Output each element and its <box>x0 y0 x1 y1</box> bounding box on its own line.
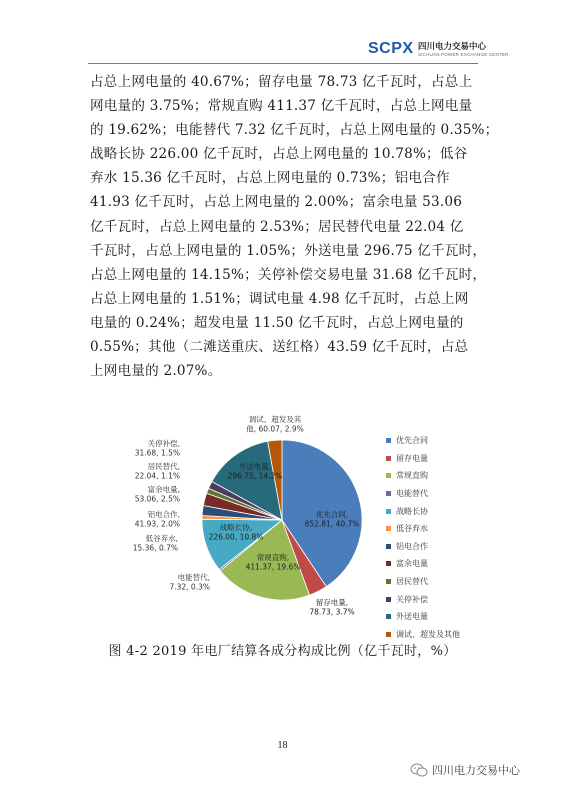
slice-label: 优先合同, 852.81, 40.7% <box>304 510 360 529</box>
legend-item <box>386 520 460 538</box>
text-line: 亿千瓦时，占总上网电量的 2.53%；居民替代电量 22.04 亿 <box>90 218 464 235</box>
legend-item <box>386 485 460 503</box>
header-divider <box>88 63 478 64</box>
logo-center-name: 四川电力交易中心 <box>418 42 487 52</box>
slice-label: 战略长协, 226.00, 10.8% <box>208 523 264 542</box>
text-line: 上网电量的 2.07%。 <box>90 363 222 380</box>
legend-label: 铝电合作 <box>396 541 428 551</box>
text-line: 战略长协 226.00 亿千瓦时，占总上网电量的 10.78%；低谷 <box>90 146 468 163</box>
text-line: 41.93 亿千瓦时，占总上网电量的 2.00%；富余电量 53.06 <box>90 194 463 211</box>
legend-swatch <box>386 491 391 496</box>
legend-item <box>386 432 460 450</box>
scpx-logo: SCPX <box>368 40 414 57</box>
legend-label: 常规直购 <box>396 471 428 481</box>
slice-label: 关停补偿, 31.68, 1.5% <box>134 439 180 458</box>
legend-swatch <box>386 597 391 602</box>
legend-item <box>386 502 460 520</box>
legend-item <box>386 538 460 556</box>
text-line: 的 19.62%；电能替代 7.32 亿千瓦时，占总上网电量的 0.35%； <box>90 122 499 139</box>
legend-swatch <box>386 526 391 531</box>
slice-label: 留存电量, 78.73, 3.7% <box>309 598 355 617</box>
slice-label: 外送电量, 296.75, 14.2% <box>227 462 283 481</box>
legend-label: 优先合同 <box>396 436 428 446</box>
text-line: 网电量的 3.75%；常规直购 411.37 亿千瓦时，占总上网电量 <box>90 98 473 115</box>
legend-label: 外送电量 <box>396 612 428 622</box>
chart-legend <box>386 432 460 643</box>
legend-label: 调试、超发及其他 <box>396 629 460 639</box>
legend-item <box>386 555 460 573</box>
slice-label: 低谷弃水, 15.36, 0.7% <box>132 534 178 553</box>
legend-label: 关停补偿 <box>396 594 428 604</box>
text-line: 占总上网电量的 14.15%；关停补偿交易电量 31.68 亿千瓦时， <box>90 266 487 283</box>
text-line: 电量的 0.24%；超发电量 11.50 亿千瓦时，占总上网电量的 <box>90 314 464 331</box>
legend-swatch <box>386 509 391 514</box>
page-header <box>0 0 565 60</box>
text-line: 占总上网电量的 40.67%；留存电量 78.73 亿千瓦时，占总上 <box>90 74 473 90</box>
watermark-text: 四川电力交易中心 <box>432 764 520 777</box>
legend-swatch <box>386 614 391 619</box>
legend-swatch <box>386 579 391 584</box>
legend-label: 富余电量 <box>396 559 428 569</box>
legend-swatch <box>386 438 391 443</box>
legend-label: 电能替代 <box>396 489 428 499</box>
legend-swatch <box>386 473 391 478</box>
page-number: 18 <box>277 740 288 751</box>
legend-swatch <box>386 561 391 566</box>
legend-label: 留存电量 <box>396 453 428 463</box>
slice-label: 常规直购, 411.37, 19.6% <box>245 553 301 572</box>
text-line: 弃水 15.36 亿千瓦时，占总上网电量的 0.73%；铝电合作 <box>90 170 450 187</box>
text-line: 0.55%；其他（二滩送重庆、送红格）43.59 亿千瓦时，占总 <box>90 339 469 356</box>
legend-swatch <box>386 544 391 549</box>
slice-label: 居民替代, 22.04, 1.1% <box>134 462 180 481</box>
legend-item <box>386 450 460 468</box>
wechat-watermark <box>410 762 520 778</box>
legend-label: 居民替代 <box>396 577 428 587</box>
legend-label: 低谷弃水 <box>396 524 428 534</box>
figure-caption: 图 4-2 2019 年电厂结算各成分构成比例（亿千瓦时，%） <box>108 644 457 659</box>
legend-item <box>386 573 460 591</box>
slice-label: 富余电量, 53.06, 2.5% <box>134 485 180 504</box>
logo-center-name-en: SICHUAN POWER EXCHANGE CENTER <box>418 52 509 57</box>
legend-swatch <box>386 456 391 461</box>
wechat-icon <box>410 763 428 777</box>
legend-item <box>386 467 460 485</box>
legend-label: 战略长协 <box>396 506 428 516</box>
text-line: 千瓦时，占总上网电量的 1.05%；外送电量 296.75 亿千瓦时， <box>90 242 487 259</box>
body-paragraph <box>90 70 499 383</box>
slice-label: 调试、超发及其他, 60.07, 2.9% <box>246 415 304 434</box>
slice-label: 铝电合作, 41.93, 2.0% <box>134 510 180 529</box>
slice-label: 电能替代, 7.32, 0.3% <box>169 573 210 592</box>
text-line: 占总上网电量的 1.51%；调试电量 4.98 亿千瓦时，占总上网 <box>90 290 469 307</box>
legend-item <box>386 608 460 626</box>
legend-swatch <box>386 632 391 637</box>
legend-item <box>386 590 460 608</box>
